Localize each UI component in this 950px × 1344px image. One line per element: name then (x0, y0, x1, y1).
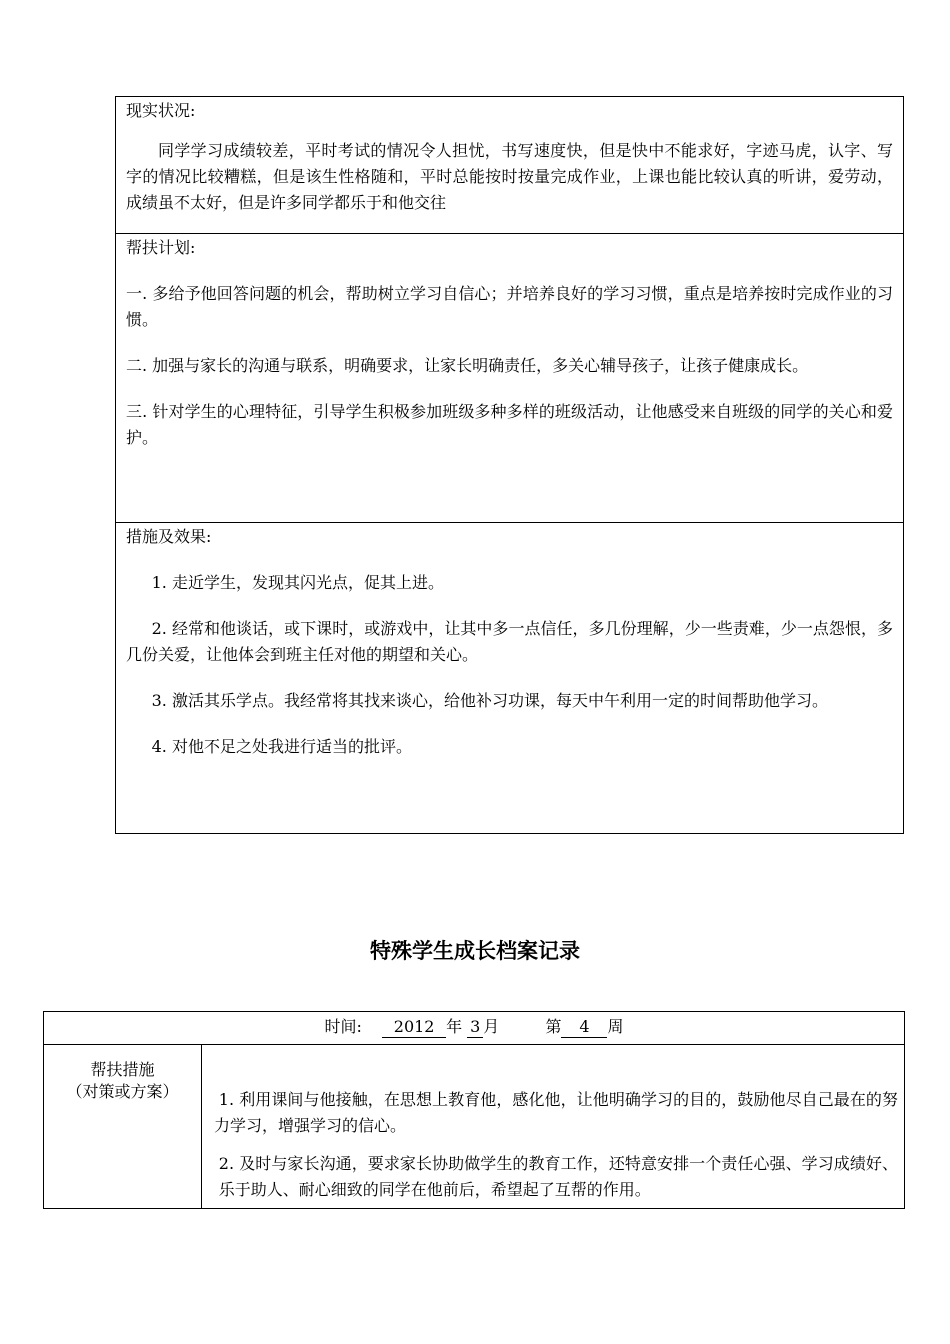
measures-item-4: 4. 对他不足之处我进行适当的批评。 (151, 737, 412, 756)
week-prefix: 第 (545, 1017, 562, 1036)
year-value: 2012 (382, 1017, 446, 1038)
plan-label: 帮扶计划: (126, 238, 196, 257)
time-prefix: 时间: (324, 1017, 362, 1036)
year-unit: 年 (446, 1017, 463, 1036)
measures-row (44, 1045, 904, 1208)
status-label: 现实状况: (126, 101, 196, 120)
week-value: 4 (561, 1017, 607, 1038)
plan-item-3: 三. 针对学生的心理特征，引导学生积极参加班级多种多样的班级活动，让他感受来自班级的同学的关心和爱护。 (126, 402, 893, 447)
measures-header-cell (44, 1045, 202, 1208)
plan-item-1: 一. 多给予他回答问题的机会，帮助树立学习自信心；并培养良好的学习习惯，重点是培养按时完成作业的习惯。 (126, 284, 893, 329)
measures-item-2: 2. 经常和他谈话，或下课时，或游戏中，让其中多一点信任，多几份理解，少一些责难，少一点怨恨，多几份关爱，让他体会到班主任对他的期望和关心。 (126, 619, 893, 664)
month-unit: 月 (483, 1017, 500, 1036)
week-unit: 周 (607, 1017, 624, 1036)
measures-header-line2: （对策或方案） (66, 1082, 179, 1101)
measures-label: 措施及效果: (126, 527, 212, 546)
record-table-2 (43, 1011, 905, 1209)
plan-cell (116, 234, 903, 523)
measures-cell (116, 523, 903, 833)
measures-content-cell (202, 1045, 904, 1208)
status-cell (116, 97, 903, 234)
record2-item-1: 1. 利用课间与他接触，在思想上教育他，感化他，让他明确学习的目的，鼓励他尽自己最在的努力学习，增强学习的信心。 (214, 1090, 898, 1135)
measures-item-3: 3. 激活其乐学点。我经常将其找来谈心，给他补习功课，每天中午利用一定的时间帮助他学习。 (151, 691, 828, 710)
record2-item-2: 2. 及时与家长沟通，要求家长协助做学生的教育工作，还特意安排一个责任心强、学习成绩好、乐于助人、耐心细致的同学在他前后，希望起了互帮的作用。 (218, 1154, 898, 1199)
status-text: 同学学习成绩较差，平时考试的情况令人担忧，书写速度快，但是快中不能求好，字迹马虎，认字、写字的情况比较糟糕，但是该生性格随和，平时总能按时按量完成作业，上课也能比较认真的听讲，爱劳动，成绩虽不太好，但是许多同学都乐于和他交往 (126, 141, 893, 212)
month-value: 3 (467, 1017, 483, 1038)
plan-item-2: 二. 加强与家长的沟通与联系，明确要求，让家长明确责任，多关心辅导孩子，让孩子健康成长。 (126, 356, 809, 375)
measures-header-line1: 帮扶措施 (90, 1060, 155, 1079)
time-row (44, 1012, 904, 1045)
page-title: 特殊学生成长档案记录 (370, 939, 580, 963)
measures-item-1: 1. 走近学生，发现其闪光点，促其上进。 (151, 573, 444, 592)
record-table-1 (115, 96, 904, 834)
